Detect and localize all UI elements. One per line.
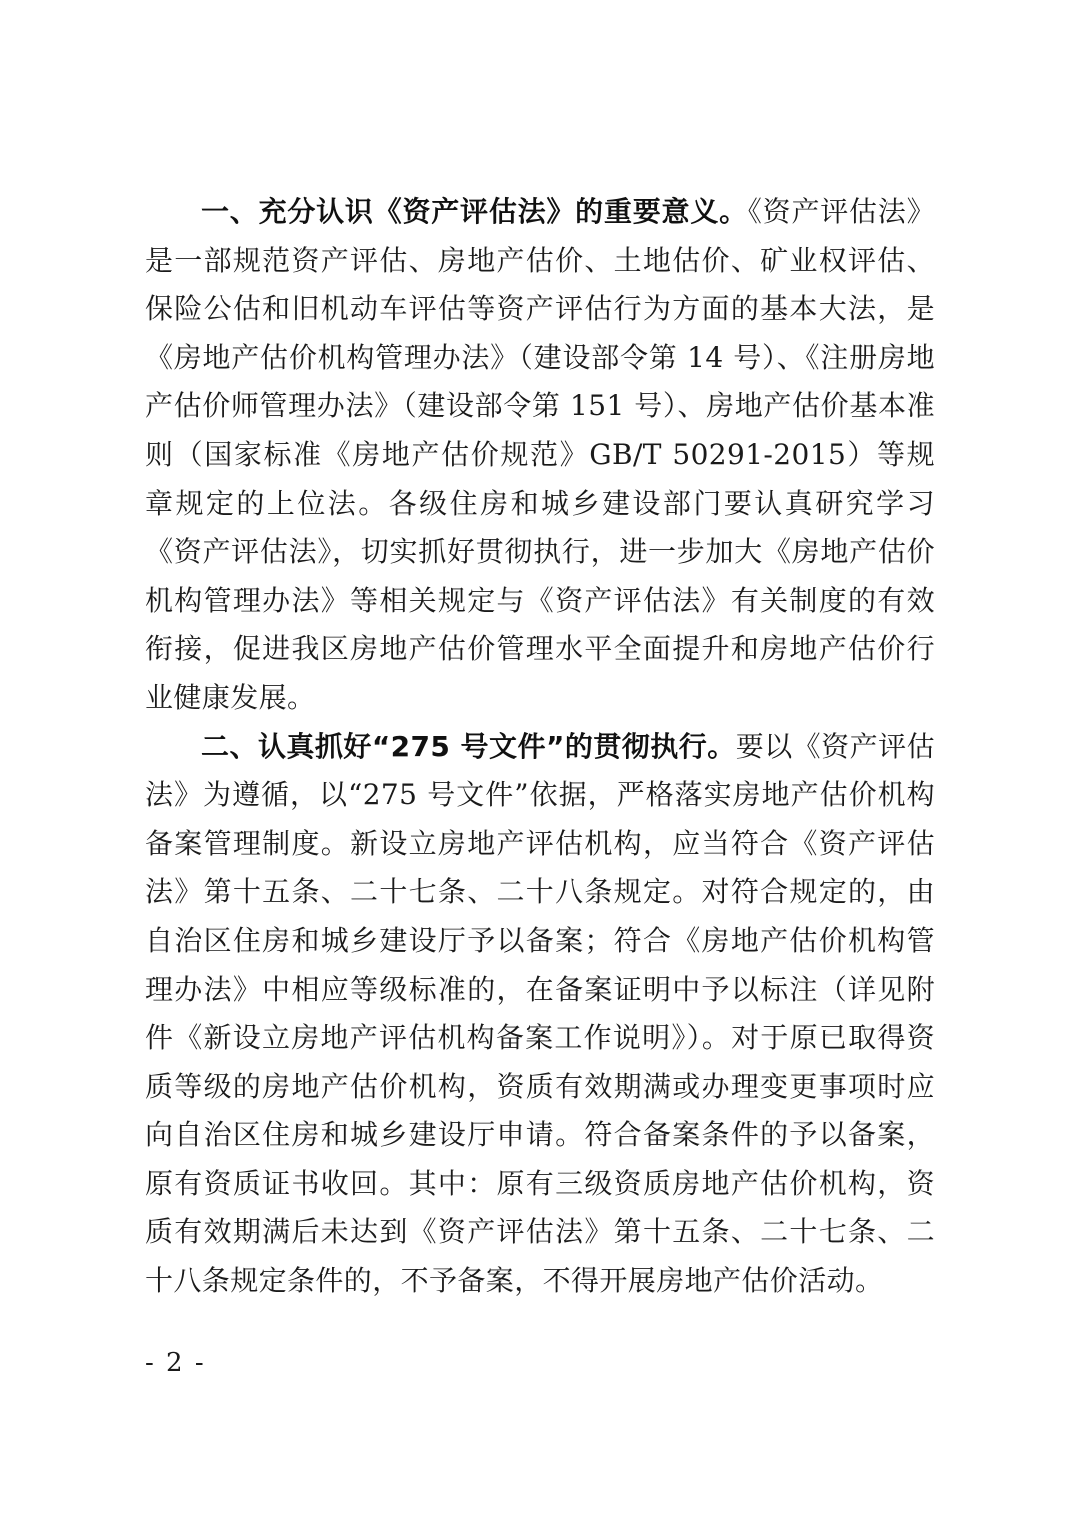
paragraph-2-heading: 二、认真抓好“275 号文件”的贯彻执行。 [201,729,736,763]
paragraph-1-text: 《资产评估法》是一部规范资产评估、房地产估价、土地估价、矿业权评估、保险公估和旧机动车评估等资产评估行为方面的基本大法，是《房地产估价机构管理办法》（建设部令第 14 号）、《注册房地产估价师管理办法》（建设部令第 151 号）、房地产估价基本准则（国家标准《房地产估价规范》GB/T 50291-2015）等规章规定的上位法。各级住房和城乡建设部门要认真研究学习《资产评估法》，切实抓好贯彻执行，进一步加大《房地产估价机构管理办法》等相关规定与《资产评估法》有关制度的有效衔接，促进我区房地产估价管理水平全面提升和房地产估价行业健康发展。 [145,195,935,714]
page-number: - 2 - [145,1348,206,1378]
paragraph-2 [145,723,935,1306]
document-body [145,188,935,1306]
paragraph-2-text: 要以《资产评估法》为遵循，以“275 号文件”依据，严格落实房地产估价机构备案管理制度。新设立房地产评估机构，应当符合《资产评估法》第十五条、二十七条、二十八条规定。对符合规定的，由自治区住房和城乡建设厅予以备案；符合《房地产估价机构管理办法》中相应等级标准的，在备案证明中予以标注（详见附件《新设立房地产评估机构备案工作说明》）。对于原已取得资质等级的房地产估价机构，资质有效期满或办理变更事项时应向自治区住房和城乡建设厅申请。符合备案条件的予以备案，原有资质证书收回。其中：原有三级资质房地产估价机构，资质有效期满后未达到《资产评估法》第十五条、二十七条、二十八条规定条件的，不予备案，不得开展房地产估价活动。 [145,729,935,1298]
paragraph-1 [145,188,935,723]
paragraph-1-heading: 一、充分认识《资产评估法》的重要意义。 [201,195,748,228]
